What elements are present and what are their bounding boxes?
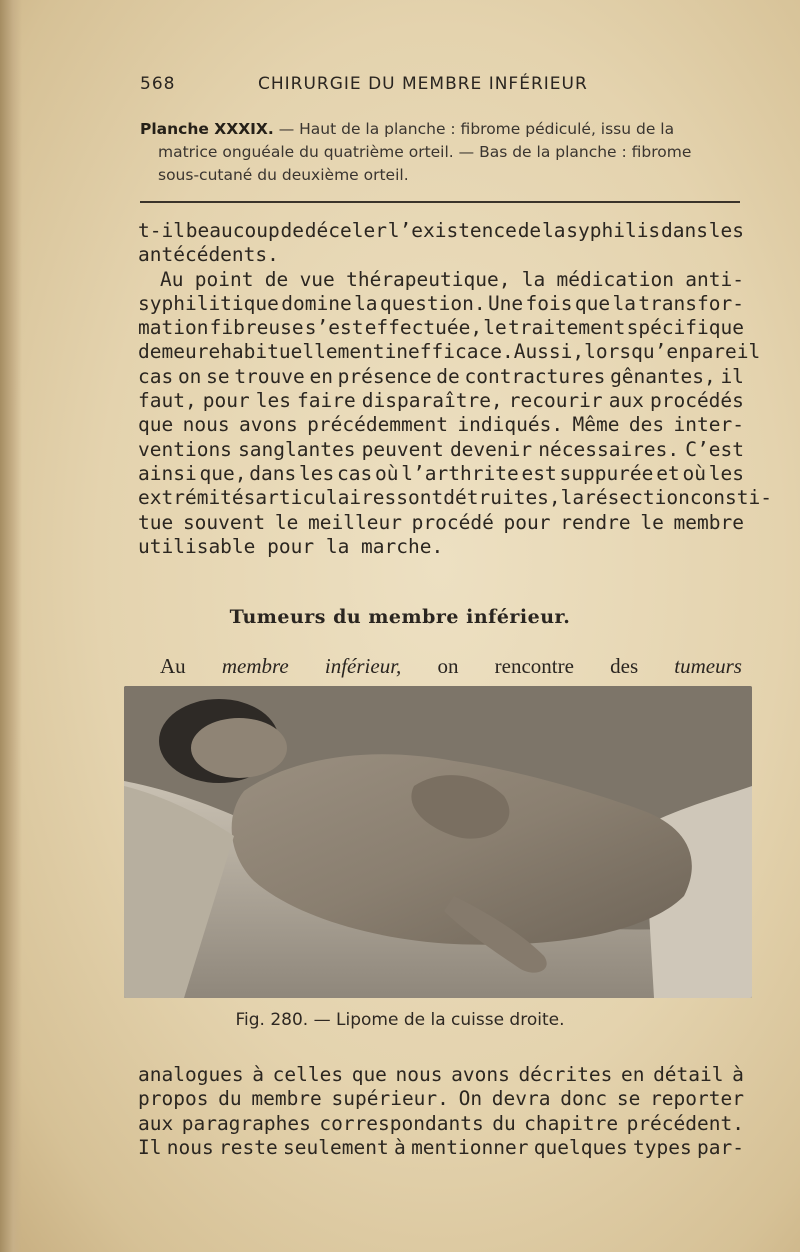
plate-note-text: — Haut de la planche : fibrome pédiculé, issu de la [273, 120, 675, 138]
text-line: Il nous reste seulement à mentionner quelques types par- [138, 1135, 744, 1159]
text-line: propos du membre supérieur. On devra donc se reporter [138, 1087, 744, 1111]
running-head [140, 74, 740, 100]
text-line: tue souvent le meilleur procédé pour rendre le membre [138, 510, 744, 534]
text-line: faut, pour les faire disparaître, recourir aux procédés [138, 389, 744, 413]
text-line: que nous avons précédemment indiqués. Même des inter- [138, 413, 744, 437]
intro-word: des [610, 654, 639, 678]
text-line: syphilitique domine la question. Une fois que la transfor- [138, 291, 744, 315]
divider-rule [140, 201, 740, 203]
text-line: aux paragraphes correspondants du chapitre précédent. [138, 1111, 744, 1135]
intro-word: rencontre [494, 654, 574, 678]
text-line: mation fibreuse s’est effectuée, le traitement spécifique [138, 316, 744, 340]
text-line: antécédents. [138, 243, 279, 267]
patient-face [191, 718, 287, 778]
text-line: demeure habituellement inefficace. Aussi, lorsqu’en pareil [138, 340, 761, 364]
text-line: extrémités articulaires sont détruites, la résection consti- [138, 486, 773, 510]
figure-photograph [124, 686, 752, 998]
patient-photograph [124, 686, 752, 998]
text-line: analogues à celles que nous avons décrites en détail à [138, 1063, 744, 1086]
body-text-upper [138, 219, 773, 559]
intro-word-italic: inférieur, [324, 654, 402, 678]
intro-word-italic: membre [221, 654, 289, 678]
intro-word: on [437, 654, 459, 678]
plate-note-line: sous-cutané du deuxième orteil. [158, 166, 409, 184]
text-line: ainsi que, dans les cas où l’arthrite est suppurée et où les [138, 461, 744, 485]
plate-note-line [140, 118, 752, 141]
intro-word-italic: tumeurs [674, 654, 742, 678]
text-line: ventions sanglantes peuvent devenir nécessaires. C’est [138, 437, 744, 461]
plate-note [140, 118, 752, 187]
page-number: 568 [140, 74, 176, 94]
text-line: cas on se trouve en présence de contractures gênantes, il [138, 364, 744, 388]
running-title: CHIRURGIE DU MEMBRE INFÉRIEUR [258, 74, 588, 94]
plate-label: Planche XXXIX. [140, 120, 274, 138]
body-text-lower [138, 1063, 744, 1160]
section-title: Tumeurs du membre inférieur. [229, 606, 571, 628]
section-intro-line [160, 654, 742, 679]
figure-caption: Fig. 280. — Lipome de la cuisse droite. [235, 1010, 565, 1030]
text-line: t-il beaucoup de déceler l’existence de la syphilis dans les [138, 219, 744, 242]
text-line: Au point de vue thérapeutique, la médication anti- [160, 267, 744, 291]
text-line: utilisable pour la marche. [138, 534, 444, 558]
intro-word: Au [160, 654, 186, 678]
plate-note-line: matrice onguéale du quatrième orteil. — Bas de la planche : fibrome [158, 143, 692, 161]
